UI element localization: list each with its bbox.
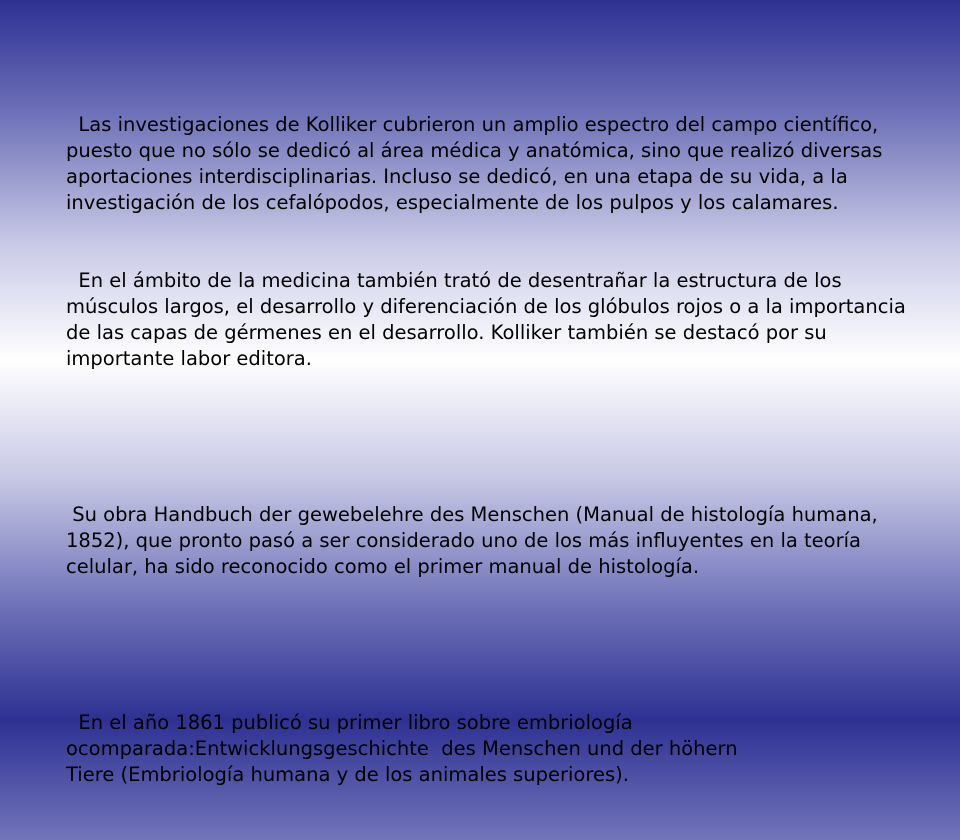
paragraph-spacer xyxy=(66,424,912,450)
paragraph-handbuch: Su obra Handbuch der gewebelehre des Menschen (Manual de histología humana, 1852), que pronto pasó a ser considerado uno de los más influyentes en la teoría celular, ha sido reconocido como el primer manual de histología. xyxy=(66,503,884,578)
paragraph-spacer xyxy=(66,632,912,658)
slide-text-body xyxy=(66,60,912,840)
paragraph-embryology: En el año 1861 publicó su primer libro sobre embriología ocomparada:Entwicklungsgeschichte des Menschen und der höhern Tiere (Embriología humana y de los animales superiores). xyxy=(66,711,738,786)
paragraph-medicine: En el ámbito de la medicina también trató de desentrañar la estructura de los músculos largos, el desarrollo y diferenciación de los glóbulos rojos o a la importancia de las capas de gérmenes en el desarrollo. Kolliker también se destacó por su importante labor editora. xyxy=(66,269,913,370)
paragraph-research-scope: Las investigaciones de Kolliker cubrieron un amplio espectro del campo científico, puesto que no sólo se dedicó al área médica y anatómica, sino que realizó diversas aportaciones interdisciplinarias. Incluso se dedicó, en una etapa de su vida, a la investigación de los cefalópodos, especialmente de los pulpos y los calamares. xyxy=(66,113,889,214)
